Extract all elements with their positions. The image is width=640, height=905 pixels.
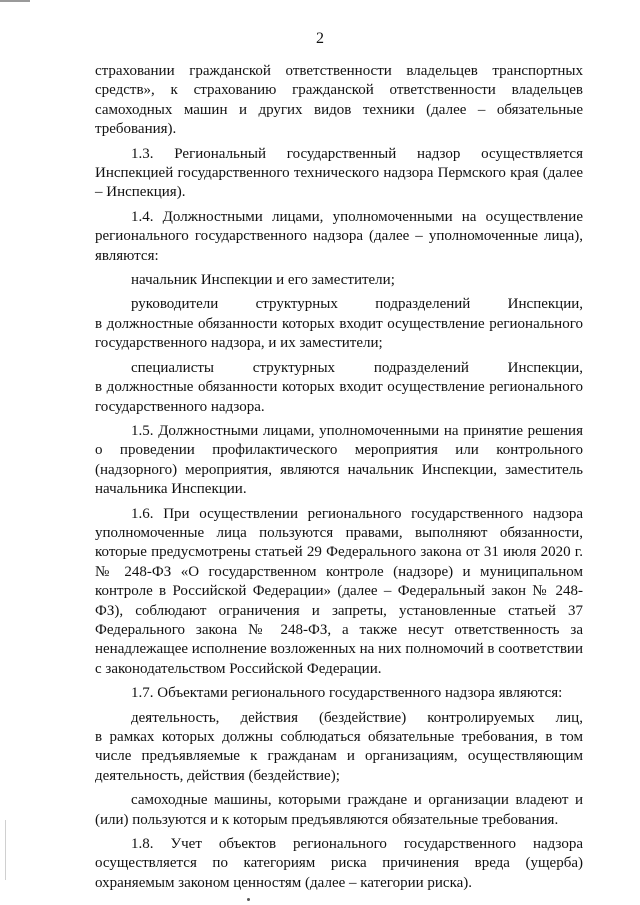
- list-item-activity-rest: в рамках которых должны соблюдаться обязательные требования, в том числе предъявляемые к гражданам и организациям, осуществляющим деятельность, действия (бездействие);: [95, 729, 583, 784]
- list-item-specialists: [95, 359, 583, 417]
- scan-artifact-bottom-dot: [247, 898, 250, 901]
- word: действия: [240, 709, 298, 726]
- paragraph-continuation: страховании гражданской ответственности владельцев транспортных средств», к страхованию гражданской ответственности владельцев самоходных машин и других видов техники (далее – обязательные требования).: [95, 63, 583, 138]
- scan-artifact-top-left: [0, 0, 30, 2]
- list-item-heads: начальник Инспекции и его заместители;: [131, 272, 395, 289]
- paragraph-1-4: 1.4. Должностными лицами, уполномоченными на осуществление регионального государственного надзора (далее – уполномоченные лица), являются:: [95, 208, 583, 264]
- list-item-managers-rest: в должностные обязанности которых входит осуществление регионального государственного надзора, и их заместители;: [95, 315, 583, 352]
- paragraph-1-3: 1.3. Региональный государственный надзор осуществляется Инспекцией государственного технического надзора Пермского края (далее – Инспекция).: [95, 145, 583, 201]
- paragraph-1-5: 1.5. Должностными лицами, уполномоченными на принятие решения о проведении профилактического мероприятия или контрольного (надзорного) мероприятия, являются начальник Инспекции, заместитель начальника Инспекции.: [95, 422, 583, 498]
- paragraph-1-7: 1.7. Объектами регионального государственного надзора являются:: [131, 685, 563, 702]
- list-item-activity: [95, 709, 583, 787]
- list-item-specialists-rest: в должностные обязанности которых входит осуществление регионального государственного надзора.: [95, 379, 583, 415]
- word: лиц,: [555, 709, 583, 726]
- paragraph-1-6: 1.6. При осуществлении регионального государственного надзора уполномоченные лица пользуются правами, выполняют обязанности, которые предусмотрены статьей 29 Федерального закона от 31 июля 2020 г. № 248-ФЗ «О государственном контроле (надзоре) и муниципальном контроле в Российской Федерации» (далее – Федеральный закон № 248-ФЗ), соблюдают ограничения и запреты, установленные статьей 37 Федерального закона № 248-ФЗ, а также несут ответственность за ненадлежащее исполнение возложенных на них полномочий в соответствии с законодательством Российской Федерации.: [95, 505, 583, 677]
- scan-artifact-left-edge: [5, 820, 6, 880]
- list-item-managers: [95, 295, 583, 353]
- paragraph-1-8: 1.8. Учет объектов регионального государственного надзора осуществляется по категориям риска причинения вреда (ущерба) охраняемым законом ценностям (далее – категории риска).: [95, 836, 583, 891]
- list-item-activity-first-line: [95, 709, 583, 728]
- page-number: 2: [316, 30, 324, 47]
- word: контролируемых: [427, 709, 535, 726]
- list-item-managers-first-line: [95, 295, 583, 314]
- word: подразделений: [375, 296, 471, 313]
- word: Инспекции,: [507, 296, 583, 313]
- document-body: [95, 62, 583, 893]
- list-item-specialists-first-line: [95, 359, 583, 378]
- word: (бездействие): [318, 709, 407, 726]
- word: руководители: [131, 296, 219, 313]
- list-item-machines: самоходные машины, которыми граждане и организации владеют и (или) пользуются и к которым предъявляются обязательные требования.: [95, 792, 583, 828]
- word: деятельность,: [131, 709, 220, 726]
- word: Инспекции,: [507, 359, 583, 376]
- word: специалисты: [131, 359, 214, 376]
- word: структурных: [252, 359, 336, 376]
- word: подразделений: [373, 359, 469, 376]
- word: структурных: [255, 296, 338, 313]
